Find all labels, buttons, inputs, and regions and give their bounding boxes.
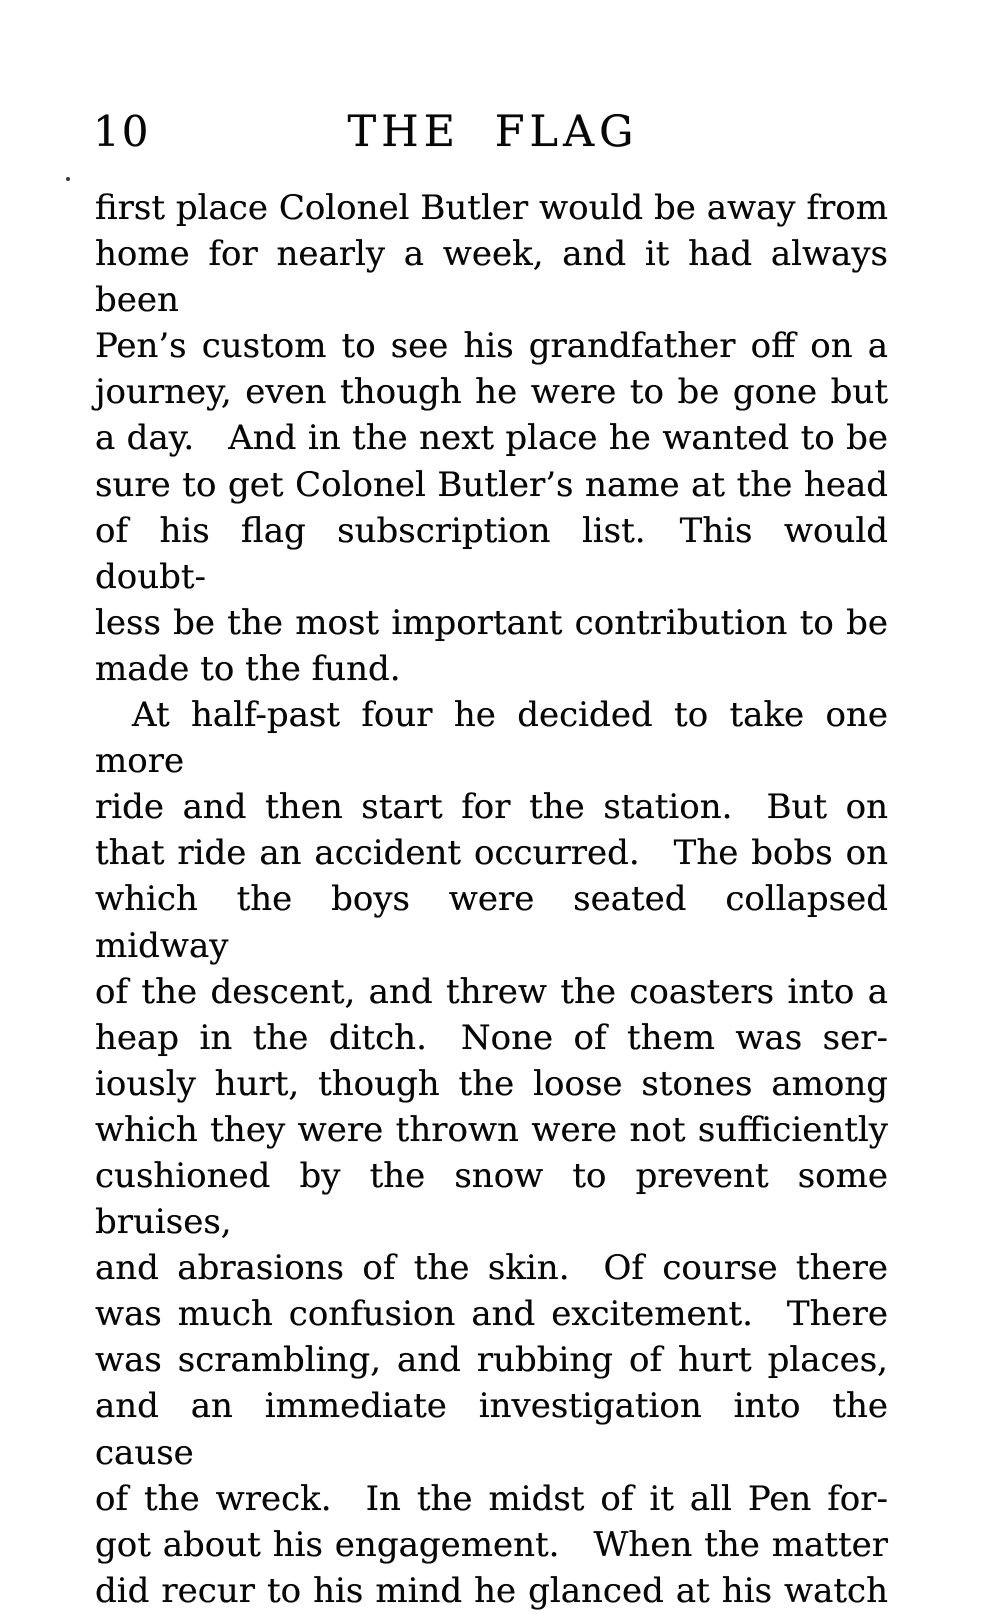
text-line: which the boys were seated collapsed midway [95, 879, 888, 966]
text-line: home for nearly a week, and it had always been [95, 234, 888, 321]
text-line: was much confusion and excitement. There [95, 1294, 888, 1335]
text-line: and abrasions of the skin. Of course there [95, 1248, 888, 1289]
text-line: Pen’s custom to see his grandfather off on a [95, 326, 888, 367]
page-number: 10 [93, 107, 151, 156]
running-title: THE FLAG [347, 107, 639, 157]
text-line: less be the most important contribution to be [95, 602, 888, 643]
text-line: heap in the ditch. None of them was ser- [95, 1017, 888, 1058]
paragraph [95, 692, 888, 1614]
text-line: journey, even though he were to be gone but [95, 372, 888, 413]
text-line: iously hurt, though the loose stones among [95, 1063, 888, 1104]
paragraph [95, 185, 888, 692]
text-line: and an immediate investigation into the cause [95, 1386, 888, 1473]
text-line: cushioned by the snow to prevent some bruises, [95, 1155, 888, 1243]
text-line: of the descent, and threw the coasters into a [95, 971, 888, 1012]
text-line: At half-past four he decided to take one more [95, 695, 888, 782]
text-line: made to the fund. [95, 648, 401, 689]
text-line: ride and then start for the station. But on [95, 787, 888, 828]
body-text [95, 185, 888, 1614]
text-line: a day. And in the next place he wanted to be [95, 418, 888, 459]
text-line: first place Colonel Butler would be away from [95, 188, 888, 228]
text-line: did recur to his mind he glanced at his watch [95, 1570, 888, 1611]
text-line: was scrambling, and rubbing of hurt places, [95, 1340, 888, 1381]
scan-speck [66, 177, 70, 181]
text-line: of the wreck. In the midst of it all Pen for- [95, 1478, 888, 1519]
text-line: sure to get Colonel Butler’s name at the head [95, 464, 888, 505]
text-line: of his flag subscription list. This would doubt- [95, 510, 888, 597]
text-line: which they were thrown were not sufficiently [95, 1109, 888, 1150]
running-head [0, 108, 1000, 158]
text-line: that ride an accident occurred. The bobs on [95, 833, 888, 874]
text-line: got about his engagement. When the matter [95, 1524, 888, 1565]
